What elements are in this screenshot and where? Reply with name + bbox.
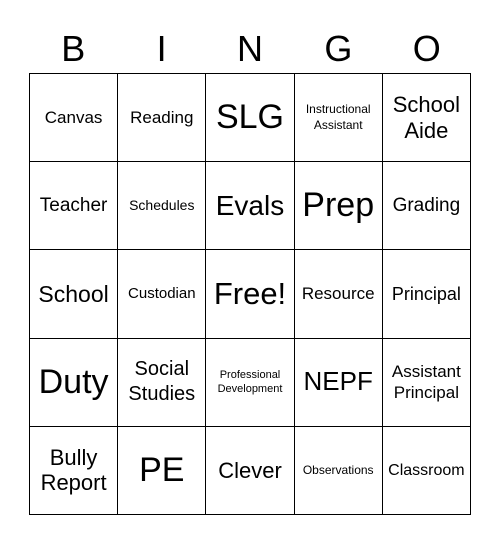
bingo-header xyxy=(29,24,471,74)
bingo-cell[interactable]: Teacher xyxy=(30,162,118,250)
bingo-cell[interactable]: Reading xyxy=(118,74,206,162)
bingo-cell[interactable]: Custodian xyxy=(118,250,206,338)
bingo-cell[interactable]: Principal xyxy=(383,250,471,338)
bingo-cell[interactable]: Classroom xyxy=(383,427,471,515)
bingo-cell[interactable]: Evals xyxy=(206,162,294,250)
bingo-cell[interactable]: PE xyxy=(118,427,206,515)
bingo-cell[interactable]: Social Studies xyxy=(118,339,206,427)
header-letter-n: N xyxy=(236,28,263,69)
bingo-cell[interactable]: Assistant Principal xyxy=(383,339,471,427)
bingo-cell[interactable]: Free! xyxy=(206,250,294,338)
header-letter-i: I xyxy=(156,28,167,69)
header-letter-o: O xyxy=(412,28,441,69)
bingo-cell[interactable]: SLG xyxy=(206,74,294,162)
bingo-cell[interactable]: Schedules xyxy=(118,162,206,250)
bingo-cell[interactable]: School xyxy=(30,250,118,338)
bingo-cell[interactable]: Bully Report xyxy=(30,427,118,515)
bingo-cell[interactable]: Grading xyxy=(383,162,471,250)
header-letter-b: B xyxy=(61,28,86,69)
bingo-cell[interactable]: Resource xyxy=(295,250,383,338)
bingo-cell[interactable]: Observations xyxy=(295,427,383,515)
bingo-cell[interactable]: Prep xyxy=(295,162,383,250)
bingo-cell[interactable]: Clever xyxy=(206,427,294,515)
header-letter-g: G xyxy=(324,28,353,69)
bingo-cell[interactable]: School Aide xyxy=(383,74,471,162)
bingo-cell[interactable]: NEPF xyxy=(295,339,383,427)
bingo-board xyxy=(29,73,471,515)
bingo-cell[interactable]: Duty xyxy=(30,339,118,427)
bingo-cell[interactable]: Instructional Assistant xyxy=(295,74,383,162)
bingo-cell[interactable]: Professional Development xyxy=(206,339,294,427)
bingo-cell[interactable]: Canvas xyxy=(30,74,118,162)
